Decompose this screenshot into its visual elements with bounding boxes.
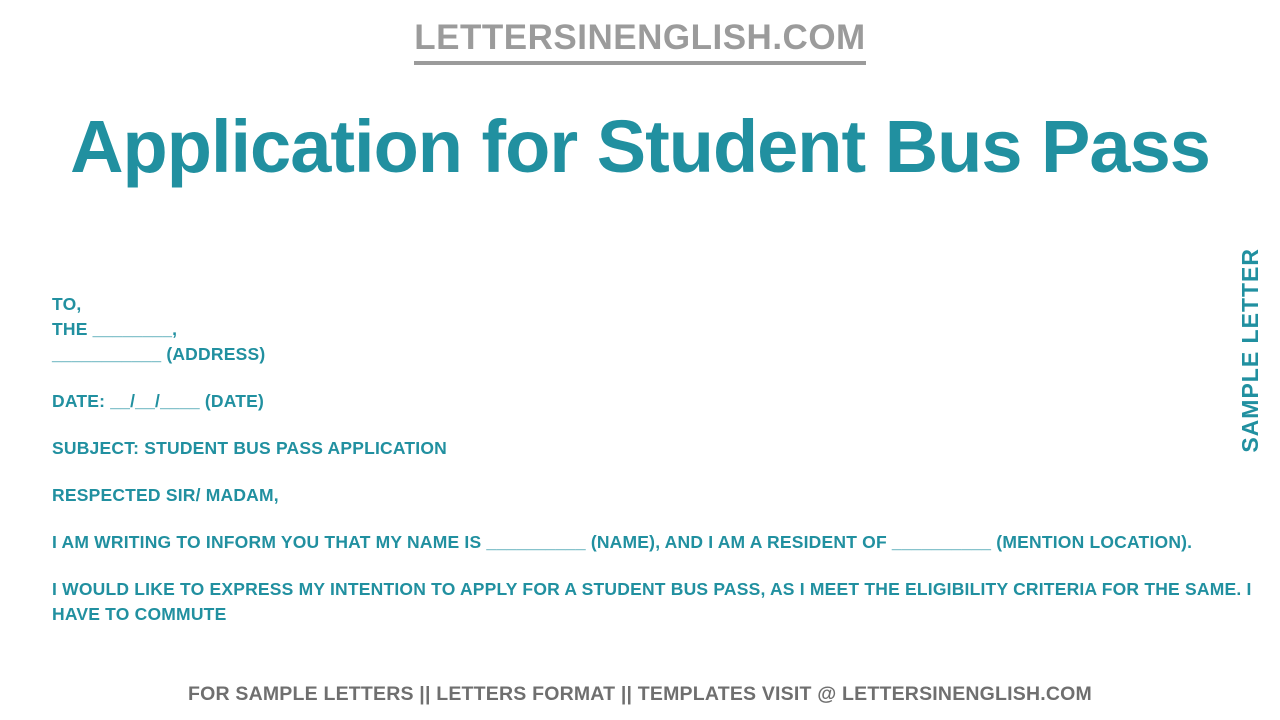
page-title: Application for Student Bus Pass	[70, 105, 1210, 188]
paragraph-2-text: I WOULD LIKE TO EXPRESS MY INTENTION TO APPLY FOR A STUDENT BUS PASS, AS I MEET THE ELIGIBILITY CRITERIA FOR THE SAME. I HAVE TO COMMUTE	[52, 579, 1252, 624]
paragraph-2	[52, 577, 1252, 627]
site-name-text: LETTERSINENGLISH.COM	[414, 18, 865, 65]
paragraph-1-text: I AM WRITING TO INFORM YOU THAT MY NAME IS __________ (NAME), AND I AM A RESIDENT OF __________ (MENTION LOCATION).	[52, 532, 1193, 552]
paragraph-1	[52, 530, 1252, 555]
date-block	[52, 389, 1252, 414]
subject-block	[52, 436, 1252, 461]
site-name-header	[0, 18, 1280, 58]
address-line-to: TO,	[52, 294, 82, 314]
letter-body	[52, 292, 1252, 627]
salutation-line: RESPECTED SIR/ MADAM,	[52, 485, 279, 505]
sample-letter-side-label: SAMPLE LETTER	[1237, 248, 1263, 453]
address-line-address: ___________ (ADDRESS)	[52, 344, 266, 364]
address-line-designation: THE ________,	[52, 319, 178, 339]
date-line: DATE: __/__/____ (DATE)	[52, 391, 265, 411]
subject-line: SUBJECT: STUDENT BUS PASS APPLICATION	[52, 438, 448, 458]
footer-note: FOR SAMPLE LETTERS || LETTERS FORMAT || TEMPLATES VISIT @ LETTERSINENGLISH.COM	[188, 683, 1092, 705]
salutation-block	[52, 483, 1252, 508]
recipient-address-block	[52, 292, 1252, 367]
